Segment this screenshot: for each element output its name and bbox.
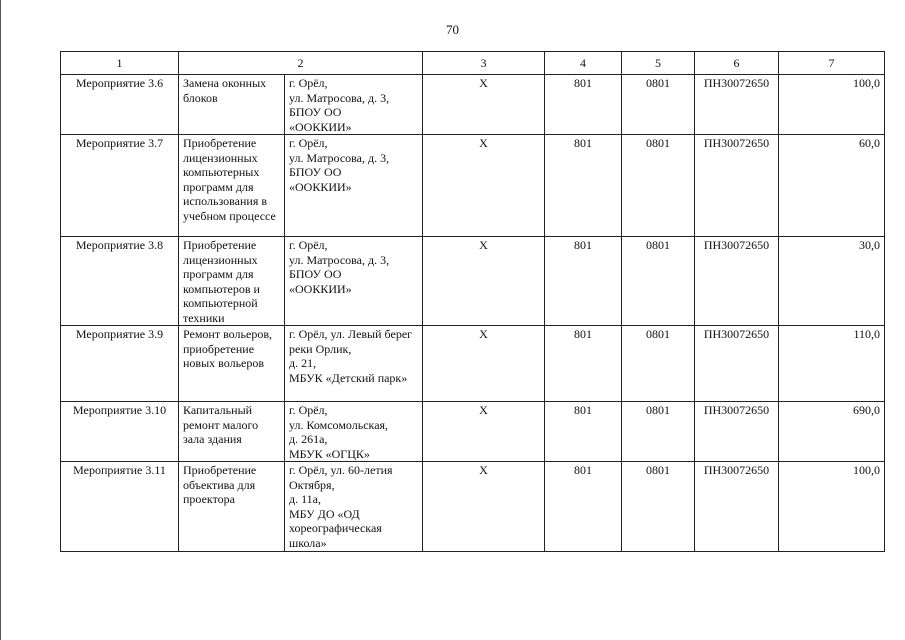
scan-edge-line	[0, 0, 1, 640]
col4-cell: 801	[545, 462, 622, 552]
table-row	[61, 402, 885, 462]
col6-cell: ПН30072650	[695, 135, 779, 237]
event-cell: Мероприятие 3.11	[61, 462, 179, 552]
table-row	[61, 135, 885, 237]
address-cell: г. Орёл, ул. Матросова, д. 3, БПОУ ОО «ООККИИ»	[285, 135, 423, 237]
event-cell: Мероприятие 3.10	[61, 402, 179, 462]
address-cell: г. Орёл, ул. 60-летия Октября, д. 11а, МБУ ДО «ОД хореографическая школа»	[285, 462, 423, 552]
col6-cell: ПН30072650	[695, 326, 779, 402]
col6-cell: ПН30072650	[695, 402, 779, 462]
budget-table	[60, 51, 885, 552]
col5-cell: 0801	[622, 237, 695, 326]
description-cell: Капитальный ремонт малого зала здания	[179, 402, 285, 462]
col4-cell: 801	[545, 402, 622, 462]
col7-cell: 100,0	[779, 462, 885, 552]
col5-cell: 0801	[622, 326, 695, 402]
description-cell: Приобретение лицензионных программ для компьютеров и компьютерной техники	[179, 237, 285, 326]
col6-cell: ПН30072650	[695, 237, 779, 326]
event-cell: Мероприятие 3.6	[61, 75, 179, 135]
header-cell-4: 4	[545, 52, 622, 75]
table-row	[61, 75, 885, 135]
description-cell: Приобретение лицензионных компьютерных программ для использования в учебном процессе	[179, 135, 285, 237]
address-cell: г. Орёл, ул. Матросова, д. 3, БПОУ ОО «ООККИИ»	[285, 75, 423, 135]
header-row	[61, 52, 885, 75]
event-cell: Мероприятие 3.9	[61, 326, 179, 402]
col7-cell: 30,0	[779, 237, 885, 326]
col3-cell: Х	[423, 462, 545, 552]
col3-cell: Х	[423, 135, 545, 237]
table-row	[61, 237, 885, 326]
event-cell: Мероприятие 3.8	[61, 237, 179, 326]
col5-cell: 0801	[622, 462, 695, 552]
col7-cell: 690,0	[779, 402, 885, 462]
col7-cell: 110,0	[779, 326, 885, 402]
col4-cell: 801	[545, 135, 622, 237]
col7-cell: 100,0	[779, 75, 885, 135]
header-cell-7: 7	[779, 52, 885, 75]
col3-cell: Х	[423, 402, 545, 462]
col3-cell: Х	[423, 326, 545, 402]
col3-cell: Х	[423, 237, 545, 326]
col3-cell: Х	[423, 75, 545, 135]
page-number: 70	[446, 22, 459, 37]
header-cell-1: 1	[61, 52, 179, 75]
event-cell: Мероприятие 3.7	[61, 135, 179, 237]
col5-cell: 0801	[622, 402, 695, 462]
col4-cell: 801	[545, 75, 622, 135]
col5-cell: 0801	[622, 135, 695, 237]
col6-cell: ПН30072650	[695, 75, 779, 135]
description-cell: Ремонт вольеров, приобретение новых вольеров	[179, 326, 285, 402]
address-cell: г. Орёл, ул. Левый берег реки Орлик, д. 21, МБУК «Детский парк»	[285, 326, 423, 402]
col4-cell: 801	[545, 237, 622, 326]
col5-cell: 0801	[622, 75, 695, 135]
address-cell: г. Орёл, ул. Матросова, д. 3, БПОУ ОО «ООККИИ»	[285, 237, 423, 326]
header-cell-5: 5	[622, 52, 695, 75]
table-row	[61, 326, 885, 402]
header-cell-2: 2	[179, 52, 423, 75]
header-cell-6: 6	[695, 52, 779, 75]
description-cell: Приобретение объектива для проектора	[179, 462, 285, 552]
description-cell: Замена оконных блоков	[179, 75, 285, 135]
col4-cell: 801	[545, 326, 622, 402]
table-row	[61, 462, 885, 552]
address-cell: г. Орёл, ул. Комсомольская, д. 261а, МБУК «ОГЦК»	[285, 402, 423, 462]
col6-cell: ПН30072650	[695, 462, 779, 552]
col7-cell: 60,0	[779, 135, 885, 237]
header-cell-3: 3	[423, 52, 545, 75]
